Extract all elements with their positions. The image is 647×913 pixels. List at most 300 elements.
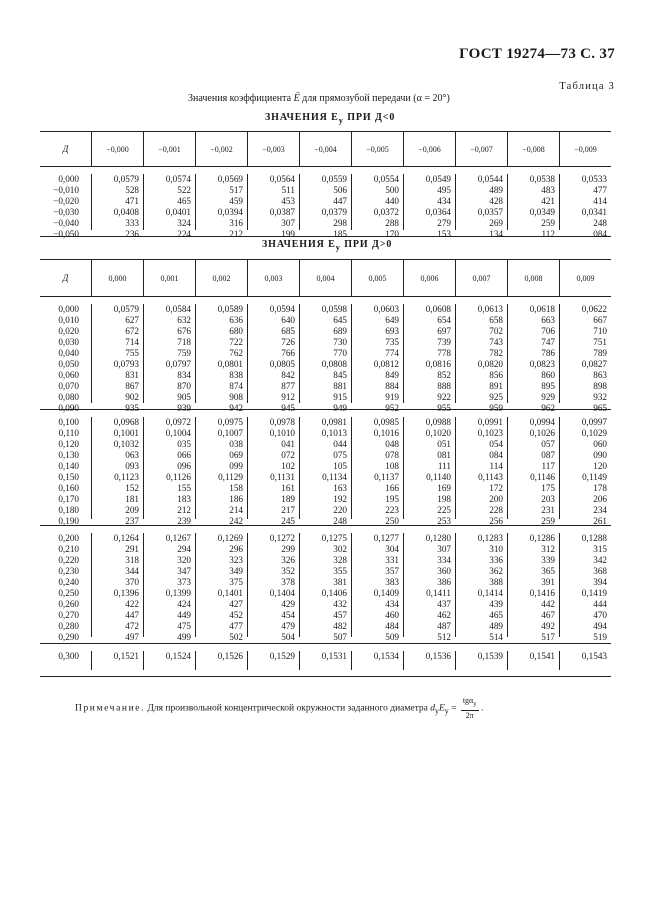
table-cell: 0,0618 — [529, 304, 555, 314]
table-cell: 279 — [437, 218, 451, 228]
table-cell: 362 — [489, 566, 503, 576]
table-cell: 735 — [385, 337, 399, 347]
table-cell: 0,1143 — [478, 472, 503, 482]
table-cell: 500 — [385, 185, 399, 195]
table-cell: 096 — [177, 461, 191, 471]
table-cell: 269 — [489, 218, 503, 228]
value-column — [299, 304, 351, 413]
table-cell: 181 — [125, 494, 139, 504]
d-value: 0,140 — [58, 461, 79, 471]
header-cell: −0,001 — [143, 132, 195, 166]
table-cell: 912 — [281, 392, 295, 402]
table-cell: 434 — [437, 196, 451, 206]
value-column — [143, 174, 195, 239]
value-column — [299, 174, 351, 239]
table-label: Таблица 3 — [559, 81, 615, 92]
table-cell: 0,0589 — [217, 304, 243, 314]
table-cell: 462 — [437, 610, 451, 620]
value-column — [91, 651, 143, 670]
value-column — [351, 304, 403, 413]
table-cell: 955 — [437, 403, 451, 413]
section2-cond: ПРИ Д>0 — [344, 239, 393, 250]
d-value: 0,090 — [58, 403, 79, 413]
d-column — [40, 533, 91, 642]
table-cell: 929 — [541, 392, 555, 402]
table-cell: 307 — [437, 544, 451, 554]
table-cell: 0,1419 — [581, 588, 607, 598]
table-cell: 874 — [229, 381, 243, 391]
table-cell: 355 — [333, 566, 347, 576]
table-cell: 105 — [333, 461, 347, 471]
table-cell: 038 — [229, 439, 243, 449]
header-cell: 0,005 — [351, 260, 403, 296]
table-cell: 352 — [281, 566, 295, 576]
table-cell: 519 — [593, 632, 607, 642]
value-column — [195, 304, 247, 413]
table-cell: 414 — [593, 196, 607, 206]
table-cell: 460 — [385, 610, 399, 620]
value-column — [143, 417, 195, 526]
d-value: 0,270 — [58, 610, 79, 620]
table-cell: 0,0991 — [477, 417, 503, 427]
table-cell: 323 — [229, 555, 243, 565]
table-cell: 0,0805 — [269, 359, 295, 369]
table-cell: 186 — [229, 494, 243, 504]
table-cell: 482 — [333, 621, 347, 631]
table-cell: 0,1267 — [165, 533, 191, 543]
table-cell: 288 — [385, 218, 399, 228]
value-column — [507, 651, 559, 670]
table-cell: 782 — [489, 348, 503, 358]
table-cell: 368 — [593, 566, 607, 576]
table-cell: 0,1010 — [269, 428, 295, 438]
value-column — [351, 174, 403, 239]
table-cell: 710 — [593, 326, 607, 336]
table-cell: 224 — [177, 229, 191, 239]
value-column — [559, 533, 611, 642]
header-cell-d: Д — [62, 273, 69, 283]
table-cell: 766 — [281, 348, 295, 358]
value-column — [455, 651, 507, 670]
table-cell: 449 — [177, 610, 191, 620]
table-cell: 391 — [541, 577, 555, 587]
table-cell: 0,0972 — [165, 417, 191, 427]
table-cell: 0,1404 — [269, 588, 295, 598]
table-cell: 649 — [385, 315, 399, 325]
note-e-sub: y — [444, 706, 449, 716]
table-cell: 0,1539 — [477, 651, 503, 661]
note-period: . — [480, 703, 484, 714]
value-column — [91, 174, 143, 239]
table-cell: 324 — [177, 218, 191, 228]
table-cell: 0,1275 — [321, 533, 347, 543]
header-cell: −0,008 — [507, 132, 559, 166]
table-cell: 528 — [125, 185, 139, 195]
header-cell: 0,004 — [299, 260, 351, 296]
table-cell: 0,0820 — [477, 359, 503, 369]
table-cell: 440 — [385, 196, 399, 206]
table-cell: 0,0975 — [217, 417, 243, 427]
table-cell: 102 — [281, 461, 295, 471]
table-cell: 439 — [489, 599, 503, 609]
value-column — [195, 651, 247, 670]
table-cell: 432 — [333, 599, 347, 609]
table-cell: 483 — [541, 185, 555, 195]
table-cell: 845 — [333, 370, 347, 380]
d-value: 0,190 — [58, 516, 79, 526]
table-cell: 0,1416 — [529, 588, 555, 598]
value-column — [403, 304, 455, 413]
table-cell: 242 — [229, 516, 243, 526]
table-cell: 304 — [385, 544, 399, 554]
table-cell: 457 — [333, 610, 347, 620]
d-value: 0,240 — [58, 577, 79, 587]
d-value: 0,000 — [58, 304, 79, 314]
table-cell: 0,0816 — [425, 359, 451, 369]
table-cell: 342 — [593, 555, 607, 565]
table-cell: 259 — [541, 516, 555, 526]
table-cell: 0,1131 — [270, 472, 295, 482]
table-cell: 0,1283 — [477, 533, 503, 543]
table-cell: 370 — [125, 577, 139, 587]
value-column — [195, 533, 247, 642]
table-cell: 0,1526 — [217, 651, 243, 661]
table-cell: 0,1401 — [217, 588, 243, 598]
table-cell: 0,1272 — [269, 533, 295, 543]
table-cell: 739 — [437, 337, 451, 347]
value-column — [247, 304, 299, 413]
value-column — [195, 417, 247, 526]
header-cell: 0,008 — [507, 260, 559, 296]
table-cell: 467 — [541, 610, 555, 620]
table-cell: 365 — [541, 566, 555, 576]
d-value: 0,020 — [58, 326, 79, 336]
header-cell-d: Д — [62, 144, 69, 154]
table-cell: 0,1524 — [165, 651, 191, 661]
table-cell: 0,0613 — [477, 304, 503, 314]
table-cell: 925 — [489, 392, 503, 402]
table-cell: 041 — [281, 439, 295, 449]
note-fraction — [461, 696, 479, 721]
value-column — [559, 174, 611, 239]
table-cell: 891 — [489, 381, 503, 391]
table-cell: 888 — [437, 381, 451, 391]
table-cell: 722 — [229, 337, 243, 347]
table-header-row — [40, 132, 611, 167]
table-cell: 0,1269 — [217, 533, 243, 543]
table-cell: 0,0564 — [269, 174, 295, 184]
table-cell: 730 — [333, 337, 347, 347]
table-cell: 175 — [541, 483, 555, 493]
table-cell: 060 — [593, 439, 607, 449]
table-cell: 0,0603 — [373, 304, 399, 314]
table-cell: 908 — [229, 392, 243, 402]
table-cell: 0,0827 — [581, 359, 607, 369]
value-column — [351, 651, 403, 670]
table-cell: 640 — [281, 315, 295, 325]
value-column — [351, 417, 403, 526]
table-cell: 0,0349 — [529, 207, 555, 217]
table-cell: 479 — [281, 621, 295, 631]
table-cell: 0,1137 — [374, 472, 399, 482]
table-cell: 198 — [437, 494, 451, 504]
table-cell: 437 — [437, 599, 451, 609]
table-cell: 718 — [177, 337, 191, 347]
d-value: 0,260 — [58, 599, 79, 609]
table-cell: 0,0364 — [425, 207, 451, 217]
table-cell: 152 — [125, 483, 139, 493]
header-cell: −0,003 — [247, 132, 299, 166]
header-cell: −0,006 — [403, 132, 455, 166]
table-cell: 965 — [593, 403, 607, 413]
d-value: 0,160 — [58, 483, 79, 493]
value-column — [559, 417, 611, 526]
table-cell: 134 — [489, 229, 503, 239]
table-cell: 302 — [333, 544, 347, 554]
table-cell: 299 — [281, 544, 295, 554]
table-cell: 375 — [229, 577, 243, 587]
table-cell: 117 — [541, 461, 555, 471]
table-cell: 667 — [593, 315, 607, 325]
table-cell: 922 — [437, 392, 451, 402]
row-group — [40, 410, 611, 526]
table-cell: 454 — [281, 610, 295, 620]
d-column — [40, 304, 91, 413]
table-cell: 259 — [541, 218, 555, 228]
value-column — [143, 304, 195, 413]
table-cell: 189 — [281, 494, 295, 504]
table-cell: 312 — [541, 544, 555, 554]
table-cell: 856 — [489, 370, 503, 380]
table-cell: 663 — [541, 315, 555, 325]
table-cell: 770 — [333, 348, 347, 358]
value-column — [299, 651, 351, 670]
table-cell: 645 — [333, 315, 347, 325]
table-cell: 248 — [333, 516, 347, 526]
d-value: 0,070 — [58, 381, 79, 391]
table-cell: 0,0579 — [113, 304, 139, 314]
table-cell: 063 — [125, 450, 139, 460]
header-cell: −0,009 — [559, 132, 611, 166]
table-cell: 427 — [229, 599, 243, 609]
value-column — [143, 533, 195, 642]
table-cell: 170 — [385, 229, 399, 239]
table-cell: 298 — [333, 218, 347, 228]
value-column — [143, 651, 195, 670]
table-cell: 054 — [489, 439, 503, 449]
d-column — [40, 417, 91, 526]
table-cell: 0,0594 — [269, 304, 295, 314]
table-cell: 048 — [385, 439, 399, 449]
table-cell: 072 — [281, 450, 295, 460]
value-column — [351, 533, 403, 642]
note-num-text: tgα — [462, 696, 474, 705]
table-cell: 0,0559 — [321, 174, 347, 184]
table-cell: 209 — [125, 505, 139, 515]
table-cell: 217 — [281, 505, 295, 515]
table-cell: 0,0978 — [269, 417, 295, 427]
table-cell: 685 — [281, 326, 295, 336]
table-cell: 220 — [333, 505, 347, 515]
table-cell: 0,1146 — [530, 472, 555, 482]
table-cell: 0,0994 — [529, 417, 555, 427]
row-group — [40, 167, 611, 237]
table-cell: 0,0544 — [477, 174, 503, 184]
table-cell: 747 — [541, 337, 555, 347]
table-cell: 212 — [229, 229, 243, 239]
d-value: −0,020 — [53, 196, 79, 206]
table-cell: 689 — [333, 326, 347, 336]
table-cell: 939 — [177, 403, 191, 413]
table-cell: 0,1023 — [477, 428, 503, 438]
table-cell: 507 — [333, 632, 347, 642]
table-cell: 195 — [385, 494, 399, 504]
table-cell: 477 — [229, 621, 243, 631]
value-column — [195, 174, 247, 239]
table-cell: 632 — [177, 315, 191, 325]
table-cell: 511 — [281, 185, 295, 195]
table-cell: 0,0554 — [373, 174, 399, 184]
header-cell: 0,002 — [195, 260, 247, 296]
d-value: −0,040 — [53, 218, 79, 228]
table-cell: 044 — [333, 439, 347, 449]
table-cell: 357 — [385, 566, 399, 576]
table-cell: 307 — [281, 218, 295, 228]
table-cell: 0,0379 — [321, 207, 347, 217]
table-cell: 0,0622 — [581, 304, 607, 314]
table-cell: 759 — [177, 348, 191, 358]
table-cell: 169 — [437, 483, 451, 493]
table-cell: 849 — [385, 370, 399, 380]
section2-title-sub: y — [335, 243, 341, 252]
table-cell: 225 — [437, 505, 451, 515]
table-cell: 484 — [385, 621, 399, 631]
table-cell: 0,1531 — [321, 651, 347, 661]
table-cell: 693 — [385, 326, 399, 336]
table-cell: 0,0598 — [321, 304, 347, 314]
table-cell: 0,0341 — [581, 207, 607, 217]
table-cell: 250 — [385, 516, 399, 526]
table-cell: 834 — [177, 370, 191, 380]
table-cell: 203 — [541, 494, 555, 504]
table-cell: 0,1026 — [529, 428, 555, 438]
section1-title-text: ЗНАЧЕНИЯ E — [265, 112, 339, 123]
value-column — [403, 417, 455, 526]
table-cell: 120 — [593, 461, 607, 471]
d-value: 0,100 — [58, 417, 79, 427]
d-value: −0,030 — [53, 207, 79, 217]
table-cell: 762 — [229, 348, 243, 358]
table-cell: 702 — [489, 326, 503, 336]
table-cell: 087 — [541, 450, 555, 460]
table-cell: 310 — [489, 544, 503, 554]
table-cell: 291 — [125, 544, 139, 554]
d-column — [40, 174, 91, 239]
table-cell: 672 — [125, 326, 139, 336]
table-cell: 0,1029 — [581, 428, 607, 438]
table-cell: 504 — [281, 632, 295, 642]
table-cell: 522 — [177, 185, 191, 195]
d-value: 0,150 — [58, 472, 79, 482]
table-cell: 0,1264 — [113, 533, 139, 543]
table-cell: 778 — [437, 348, 451, 358]
table-cell: 296 — [229, 544, 243, 554]
table-cell: 161 — [281, 483, 295, 493]
table-cell: 0,0797 — [165, 359, 191, 369]
note-fraction-num — [461, 696, 479, 711]
d-value: 0,000 — [58, 174, 79, 184]
d-value: 0,010 — [58, 315, 79, 325]
table-cell: 153 — [437, 229, 451, 239]
d-value: 0,130 — [58, 450, 79, 460]
header-cell: 0,007 — [455, 260, 507, 296]
table-cell: 0,0801 — [217, 359, 243, 369]
value-column — [91, 533, 143, 642]
d-value: 0,300 — [58, 651, 79, 661]
table-cell: 178 — [593, 483, 607, 493]
value-column — [455, 174, 507, 239]
table-cell: 245 — [281, 516, 295, 526]
table-cell: 239 — [177, 516, 191, 526]
table-cell: 0,0981 — [321, 417, 347, 427]
table-cell: 502 — [229, 632, 243, 642]
note-num-sub: y — [473, 700, 477, 708]
value-column — [247, 533, 299, 642]
table-cell: 318 — [125, 555, 139, 565]
table-cell: 492 — [541, 621, 555, 631]
table-cell: 421 — [541, 196, 555, 206]
table-cell: 0,1149 — [582, 472, 607, 482]
table-cell: 706 — [541, 326, 555, 336]
table-cell: 316 — [229, 218, 243, 228]
table-cell: 935 — [125, 403, 139, 413]
header-cell: −0,007 — [455, 132, 507, 166]
table-cell: 0,0408 — [113, 207, 139, 217]
table-cell: 0,1001 — [113, 428, 139, 438]
table-cell: 084 — [489, 450, 503, 460]
table-cell: 373 — [177, 577, 191, 587]
table-cell: 084 — [593, 229, 607, 239]
table-cell: 932 — [593, 392, 607, 402]
table-cell: 0,1004 — [165, 428, 191, 438]
table-cell: 214 — [229, 505, 243, 515]
table-cell: 959 — [489, 403, 503, 413]
d-value: 0,290 — [58, 632, 79, 642]
table-cell: 444 — [593, 599, 607, 609]
value-column — [91, 304, 143, 413]
row-group — [40, 526, 611, 644]
value-column — [559, 304, 611, 413]
section1-title — [265, 112, 395, 125]
table-cell: 714 — [125, 337, 139, 347]
value-column — [507, 304, 559, 413]
table-cell: 0,1016 — [373, 428, 399, 438]
table-cell: 381 — [333, 577, 347, 587]
table-cell: 743 — [489, 337, 503, 347]
table-cell: 0,0394 — [217, 207, 243, 217]
table-cell: 0,0538 — [529, 174, 555, 184]
table-cell: 0,0968 — [113, 417, 139, 427]
d-value: 0,200 — [58, 533, 79, 543]
table-cell: 223 — [385, 505, 399, 515]
header-cell: 0,000 — [91, 260, 143, 296]
section2-title-text: ЗНАЧЕНИЯ E — [262, 239, 336, 250]
table-cell: 256 — [489, 516, 503, 526]
table-cell: 163 — [333, 483, 347, 493]
d-value: 0,030 — [58, 337, 79, 347]
table-cell: 919 — [385, 392, 399, 402]
table-cell: 172 — [489, 483, 503, 493]
